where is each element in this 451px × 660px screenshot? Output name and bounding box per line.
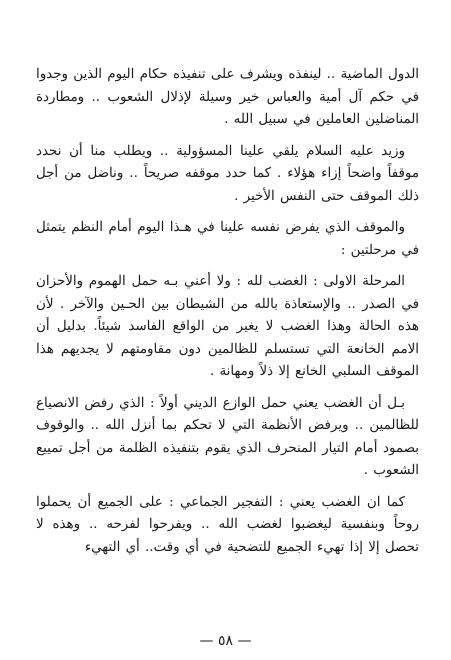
body-text — [36, 64, 419, 568]
paragraph-6: كما ان الغضب يعني : التفجير الجماعي : على الجميع أن يحملوا روحاً وبنفسية ليغضبوا لغضب الله .. ويفرحوا لفرحه .. وهذه لا تحصل إلا إذا تهيء الجميع للتضحية في أي وقت.. أي التهيء — [36, 494, 419, 555]
paragraph-1: الدول الماضية .. لينفذه ويشرف على تنفيذه حكام اليوم الذين وجدوا في حكم آل أمية والعباس خير وسيلة لإذلال الشعوب .. ومطاردة المناضلين العاملين في سبيل الله . — [36, 67, 419, 127]
paragraph-5: بـل أن الغضب يعني حمل الوازع الديني أولاً : الذي رفض الانصياع للظالمين .. ويرفض الأنظمة التي لا تحكم بما أنزل الله .. والوقوف بصمود أمام التيار المنحرف الذي يقوم بتنفيذه الظلمة من أجل تمييع الشعوب . — [36, 395, 419, 478]
paragraph-4: المرحلة الاولى : الغضب لله : ولا أعني بـه حمل الهموم والأحزان في الصدر .. والإستعاذة بالله من الشيطان بين الحـين والآخر . لأن هذه الحالة وهذا الغضب لا يغير من الواقع الفاسد شيئاً. بدليل أن الامم الخانعة التي تستسلم للظالمين دون مقاومتهم لا يجديهم هذا الموقف السلبي الخانع إلا ذلاً ومهانة . — [36, 274, 419, 379]
paragraph-2: وزيد عليه السلام يلقي علينا المسؤولية .. ويطلب منا أن نحدد موقفاً واضحاً إزاء هؤلاء . كما حدد موقفه صريحاً .. وناضل من أجل ذلك الموقف حتى النفس الأخير . — [36, 143, 419, 204]
paragraph-3: والموقف الذي يفرض نفسه علينا في هـذا اليوم أمام النظم يتمثل في مرحلتين : — [36, 220, 419, 258]
page-number: — ٥٨ — — [199, 633, 252, 649]
